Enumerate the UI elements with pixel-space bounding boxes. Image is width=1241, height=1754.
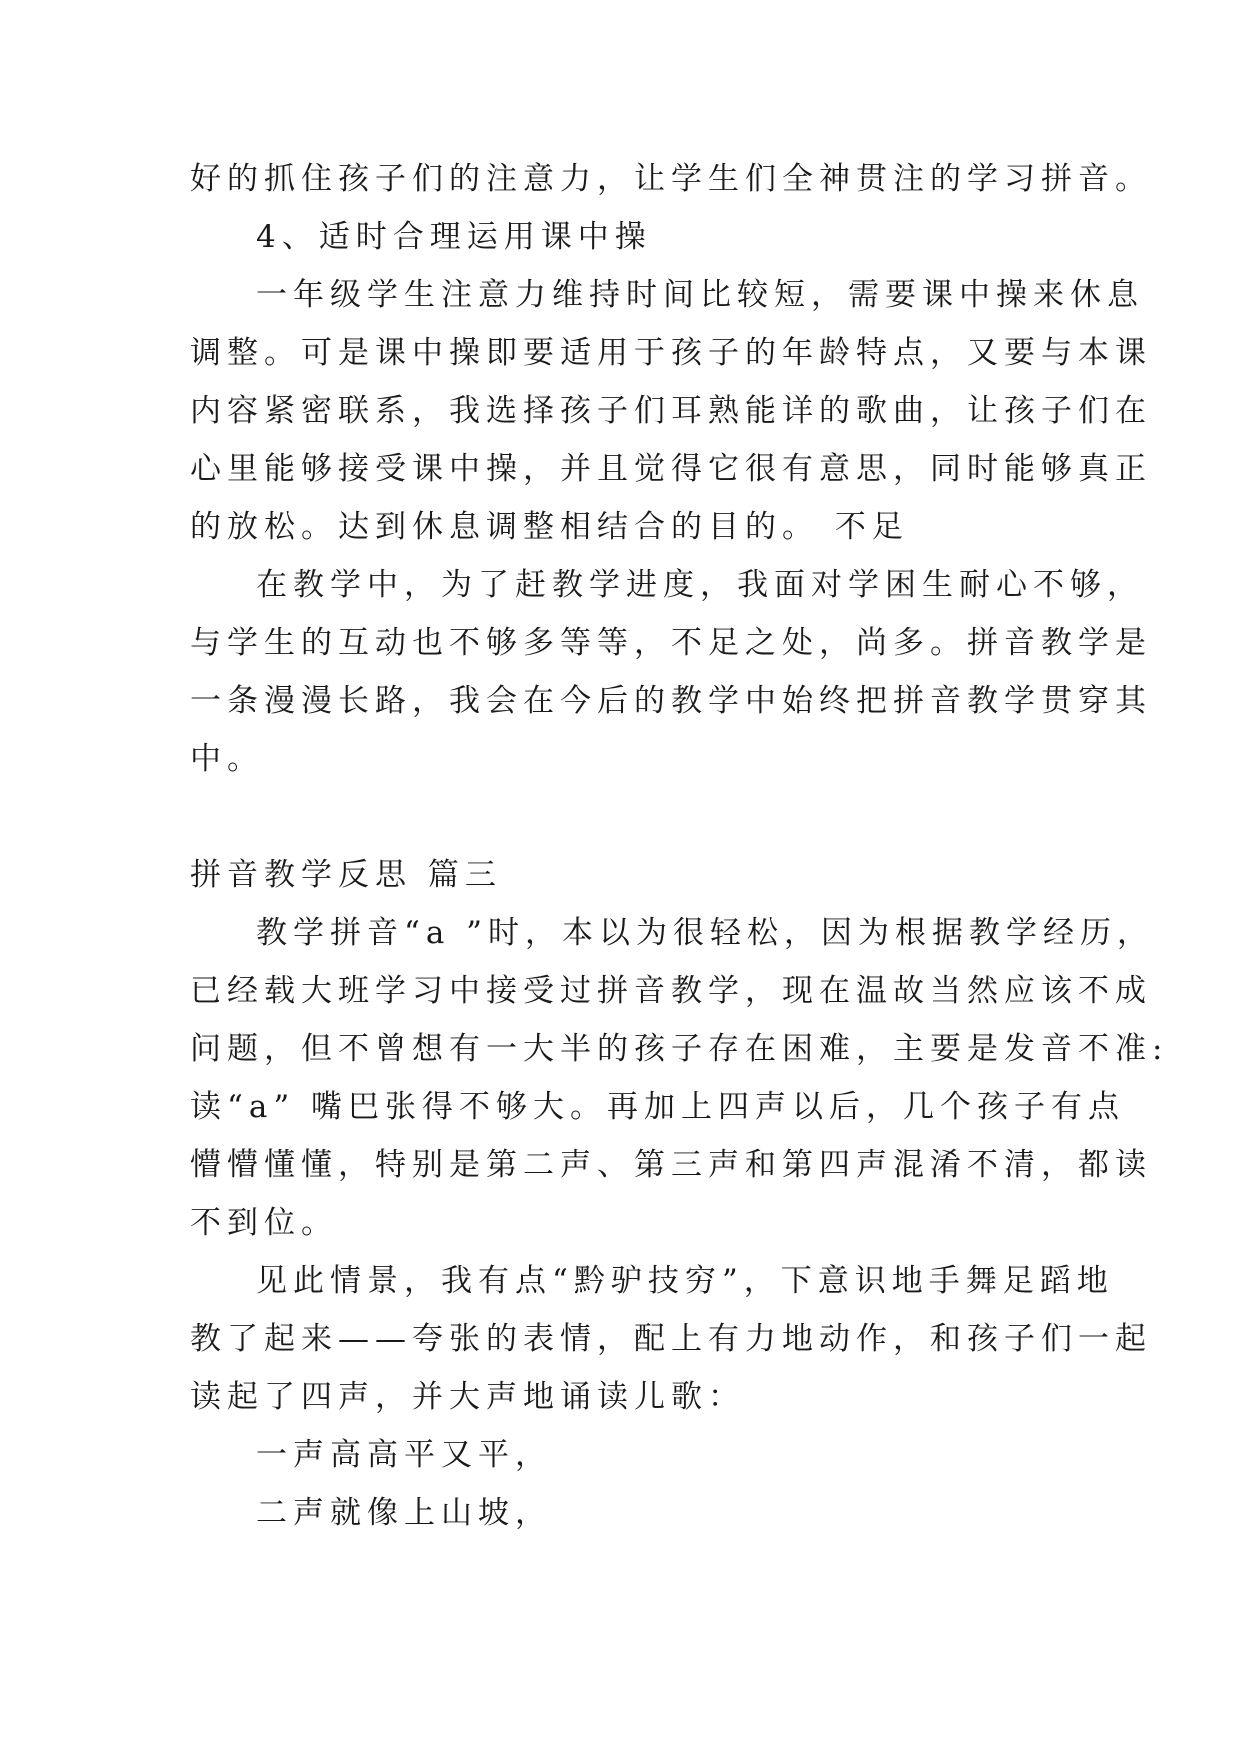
text-line: 与学生的互动也不够多等等，不足之处，尚多。拼音教学是 — [190, 625, 1152, 661]
section-heading: 4、适时合理运用课中操 — [256, 219, 652, 255]
text-line: 读“a” 嘴巴张得不够大。再加上四声以后，几个孩子有点 — [190, 1089, 1126, 1125]
text-line: 好的抓住孩子们的注意力，让学生们全神贯注的学习拼音。 — [190, 161, 1152, 197]
text-line: 调整。可是课中操即要适用于孩子的年龄特点，又要与本课 — [190, 335, 1152, 371]
text-line: 一条漫漫长路，我会在今后的教学中始终把拼音教学贯穿其 — [190, 683, 1152, 719]
text-line: 内容紧密联系，我选择孩子们耳熟能详的歌曲，让孩子们在 — [190, 393, 1152, 429]
text-line: 在教学中，为了赶教学进度，我面对学困生耐心不够， — [256, 567, 1144, 603]
text-line: 一年级学生注意力维持时间比较短，需要课中操来休息 — [256, 277, 1144, 313]
text-line: 教了起来——夸张的表情，配上有力地动作，和孩子们一起 — [190, 1321, 1152, 1357]
text-line: 已经载大班学习中接受过拼音教学，现在温故当然应该不成 — [190, 973, 1152, 1009]
paragraph-gap — [190, 788, 1060, 846]
text-line: 教学拼音“a ”时，本以为很轻松，因为根据教学经历， — [256, 915, 1155, 951]
verse-line: 一声高高平又平， — [256, 1437, 552, 1473]
text-line: 中。 — [190, 741, 264, 777]
text-line: 读起了四声，并大声地诵读儿歌： — [190, 1379, 745, 1415]
text-line: 的放松。达到休息调整相结合的目的。 不足 — [190, 509, 909, 545]
text-line: 不到位。 — [190, 1205, 338, 1241]
text-line: 心里能够接受课中操，并且觉得它很有意思，同时能够真正 — [190, 451, 1152, 487]
section-title: 拼音教学反思 篇三 — [190, 857, 502, 893]
document-page — [190, 150, 1169, 1542]
text-line: 懵懵懂懂，特别是第二声、第三声和第四声混淆不清，都读 — [190, 1147, 1152, 1183]
verse-line: 二声就像上山坡， — [256, 1495, 552, 1531]
text-line: 问题，但不曾想有一大半的孩子存在困难，主要是发音不准: — [190, 1031, 1169, 1067]
text-line: 见此情景，我有点“黔驴技穷”，下意识地手舞足蹈地 — [256, 1263, 1114, 1299]
